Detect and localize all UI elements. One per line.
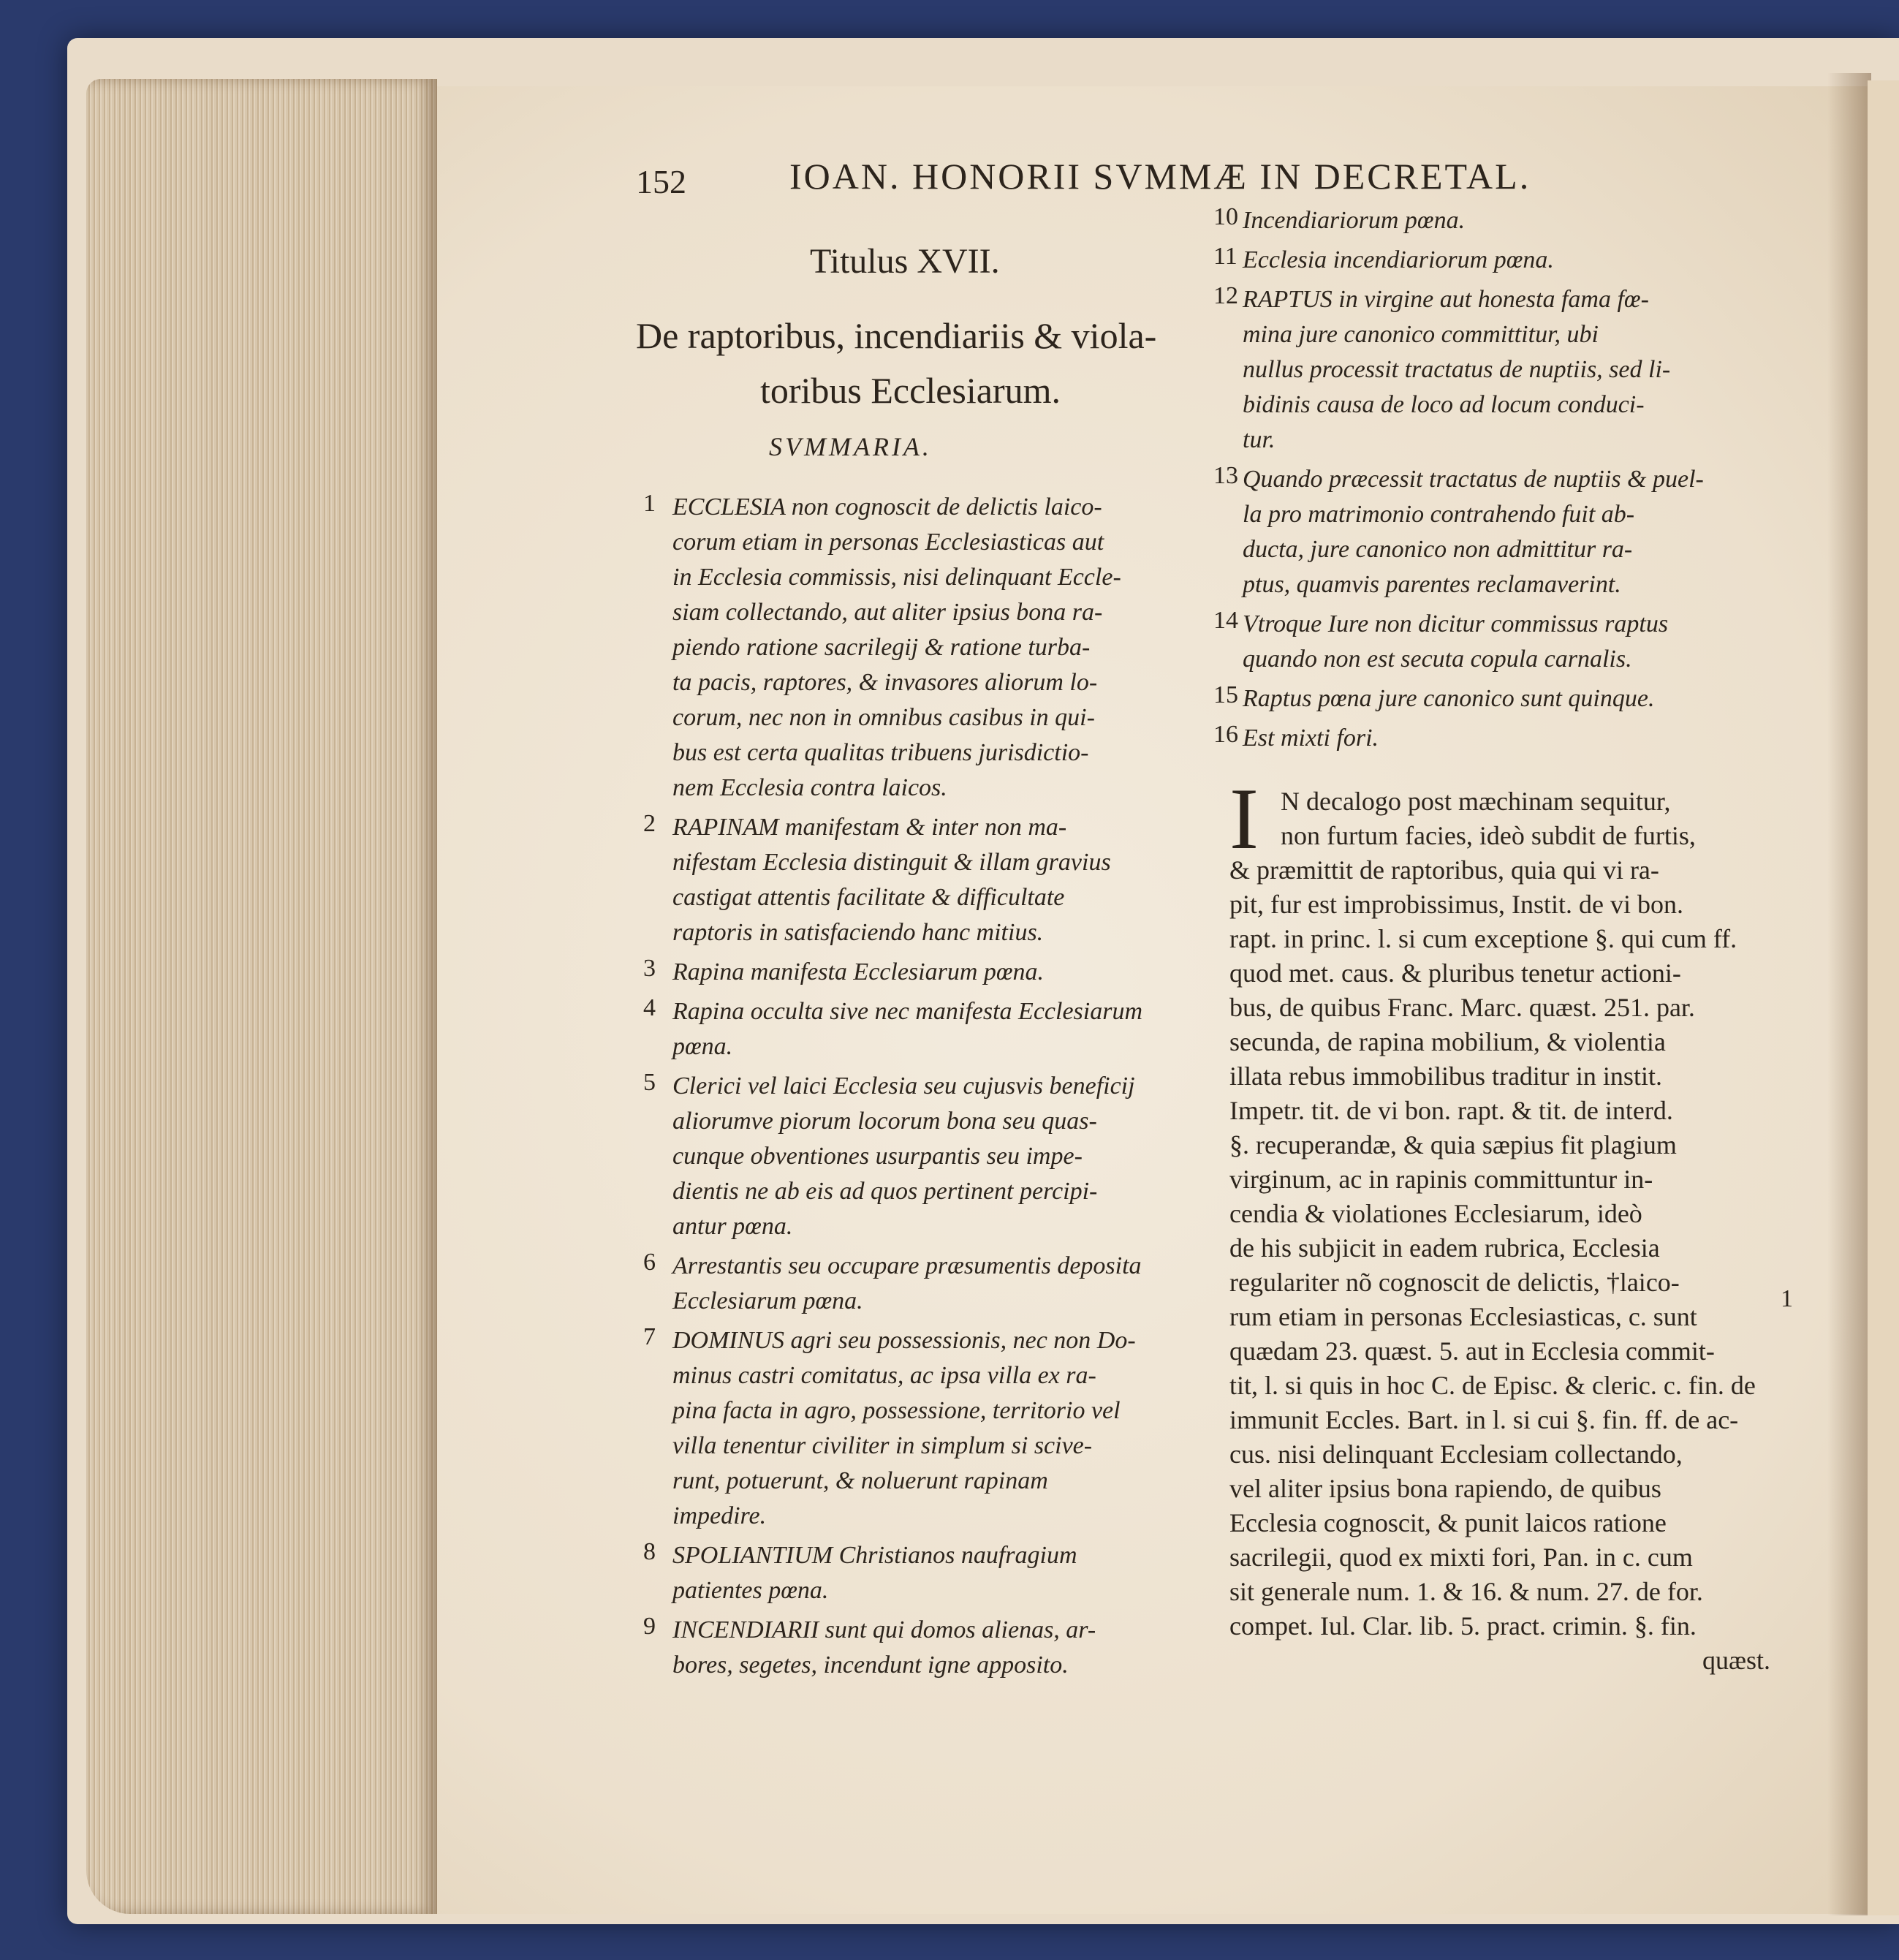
body-text — [1229, 770, 1770, 1678]
summaria-entry-number: 14 — [1213, 607, 1238, 634]
summaria-entry-line: Arrestantis seu occupare præsumentis deposita — [672, 1252, 1142, 1279]
summaria-entry-line: impedire. — [672, 1502, 767, 1529]
summaria-entry-number: 15 — [1213, 681, 1238, 708]
summaria-right-column — [1213, 203, 1769, 760]
summaria-entry-line: corum, nec non in omnibus casibus in qui- — [672, 704, 1095, 731]
body-line: pit, fur est improbissimus, Instit. de vi bon. — [1229, 890, 1683, 919]
body-line: rum etiam in personas Ecclesiasticas, c. sunt — [1229, 1302, 1697, 1331]
summaria-entry-line: piendo ratione sacrilegij & ratione turba- — [672, 634, 1091, 661]
summaria-entry — [643, 810, 1199, 950]
facing-page-edge — [1868, 80, 1899, 1915]
body-line: & præmittit de raptoribus, quia qui vi ra- — [1229, 855, 1659, 885]
summaria-entry-number: 7 — [643, 1323, 656, 1350]
summaria-entry-line: Vtroque Iure non dicitur commissus raptus — [1243, 610, 1669, 637]
body-line: immunit Eccles. Bart. in l. si cui §. fin. ff. de ac- — [1229, 1405, 1739, 1434]
summaria-entry-number: 4 — [643, 994, 656, 1021]
summaria-entry — [1213, 282, 1769, 458]
body-line: compet. Iul. Clar. lib. 5. pract. crimin. §. fin. — [1229, 1611, 1697, 1641]
body-line: rapt. in princ. l. si cum exceptione §. qui cum ff. — [1229, 924, 1737, 953]
summaria-entry-line: SPOLIANTIUM Christianos naufragium — [672, 1542, 1077, 1569]
summaria-entry-number: 1 — [643, 490, 656, 517]
summaria-entry-line: bus est certa qualitas tribuens jurisdictio- — [672, 739, 1089, 766]
summaria-entry-line: patientes pœna. — [672, 1577, 829, 1604]
summaria-entry-number: 5 — [643, 1069, 656, 1096]
summaria-entry-line: siam collectando, aut aliter ipsius bona ra- — [672, 599, 1103, 626]
body-line: N decalogo post mæchinam sequitur, — [1281, 787, 1671, 816]
body-line: cendia & violationes Ecclesiarum, ideò — [1229, 1199, 1642, 1228]
page-edges — [86, 79, 437, 1914]
summaria-entry-line: minus castri comitatus, ac ipsa villa ex ra- — [672, 1362, 1096, 1389]
summaria-entry-line: INCENDIARII sunt qui domos alienas, ar- — [672, 1616, 1096, 1643]
summaria-entry-line: cunque obventiones usurpantis seu impe- — [672, 1143, 1083, 1170]
summaria-entry-line: ducta, jure canonico non admittitur ra- — [1243, 536, 1633, 563]
summaria-entry-line: raptoris in satisfaciendo hanc mitius. — [672, 919, 1044, 946]
summaria-entry-number: 16 — [1213, 721, 1238, 748]
summaria-entry — [643, 1323, 1199, 1534]
summaria-entry-line: pina facta in agro, possessione, territorio vel — [672, 1397, 1121, 1424]
summaria-entry-line: DOMINUS agri seu possessionis, nec non Do- — [672, 1327, 1136, 1354]
summaria-left-column — [643, 490, 1199, 1687]
summaria-entry-number: 2 — [643, 810, 656, 837]
summaria-entry-line: RAPINAM manifestam & inter non ma- — [672, 814, 1067, 841]
summaria-entry-line: Quando præcessit tractatus de nuptiis & puel- — [1243, 466, 1704, 493]
summaria-entry — [1213, 607, 1769, 677]
summaria-entry-line: mina jure canonico committitur, ubi — [1243, 321, 1599, 348]
summaria-entry-line: Rapina occulta sive nec manifesta Ecclesiarum — [672, 998, 1142, 1025]
summaria-entry-line: ta pacis, raptores, & invasores aliorum lo- — [672, 669, 1098, 696]
summaria-entry-line: ptus, quamvis parentes reclamaverint. — [1243, 571, 1621, 598]
summaria-entry-number: 3 — [643, 955, 656, 982]
title-number: Titulus XVII. — [810, 242, 1000, 281]
summaria-entry-number: 12 — [1213, 282, 1238, 309]
body-line: de his subjicit in eadem rubrica, Ecclesia — [1229, 1233, 1660, 1263]
summaria-entry-line: antur pœna. — [672, 1213, 793, 1240]
summaria-entry-line: RAPTUS in virgine aut honesta fama fœ- — [1243, 286, 1649, 313]
summaria-entry-line: Incendiariorum pœna. — [1243, 207, 1466, 234]
summaria-entry-line: aliorumve piorum locorum bona seu quas- — [672, 1108, 1097, 1135]
summaria-entry — [643, 1538, 1199, 1608]
summaria-entry — [1213, 203, 1769, 238]
margin-number: 1 — [1781, 1285, 1793, 1312]
body-line: sit generale num. 1. & 16. & num. 27. de for. — [1229, 1577, 1703, 1606]
summaria-entry-line: nem Ecclesia contra laicos. — [672, 774, 947, 801]
body-line: vel aliter ipsius bona rapiendo, de quibus — [1229, 1474, 1661, 1503]
summaria-entry-line: quando non est secuta copula carnalis. — [1243, 646, 1632, 673]
title-line-2: toribus Ecclesiarum. — [760, 370, 1061, 411]
running-head: IOAN. HONORII SVMMÆ IN DECRETAL. — [789, 156, 1531, 197]
summaria-entry — [643, 955, 1199, 990]
body-line: §. recuperandæ, & quia sæpius fit plagium — [1229, 1130, 1677, 1159]
body-line: bus, de quibus Franc. Marc. quæst. 251. par. — [1229, 993, 1695, 1022]
body-line: secunda, de rapina mobilium, & violentia — [1229, 1027, 1666, 1056]
body-line: cus. nisi delinquant Ecclesiam collectando, — [1229, 1439, 1683, 1469]
summaria-entry-line: runt, potuerunt, & noluerunt rapinam — [672, 1467, 1048, 1494]
summaria-entry-line: Rapina manifesta Ecclesiarum pœna. — [672, 958, 1045, 985]
summaria-entry-line: villa tenentur civiliter in simplum si scive- — [672, 1432, 1093, 1459]
summaria-entry-line: la pro matrimonio contrahendo fuit ab- — [1243, 501, 1635, 528]
summaria-entry — [1213, 681, 1769, 716]
body-line: Ecclesia cognoscit, & punit laicos ratione — [1229, 1508, 1667, 1537]
drop-cap: I — [1229, 770, 1259, 867]
summaria-entry-line: Est mixti fori. — [1243, 724, 1379, 752]
summaria-heading: SVMMARIA. — [769, 432, 932, 461]
summaria-entry — [643, 1613, 1199, 1683]
summaria-entry-line: Raptus pœna jure canonico sunt quinque. — [1243, 685, 1655, 712]
summaria-entry-number: 8 — [643, 1538, 656, 1565]
body-line: virginum, ac in rapinis committuntur in- — [1229, 1165, 1653, 1194]
body-line: tit, l. si quis in hoc C. de Episc. & cleric. c. fin. de — [1229, 1371, 1756, 1400]
summaria-entry-number: 6 — [643, 1249, 656, 1276]
summaria-entry-number: 13 — [1213, 462, 1238, 489]
summaria-entry — [1213, 721, 1769, 756]
summaria-entry-line: bores, segetes, incendunt igne apposito. — [672, 1651, 1069, 1679]
summaria-entry — [643, 1069, 1199, 1244]
body-line: non furtum facies, ideò subdit de furtis, — [1281, 821, 1696, 850]
summaria-entry-number: 11 — [1213, 243, 1237, 270]
summaria-entry-line: tur. — [1243, 426, 1276, 453]
summaria-entry-line: Clerici vel laici Ecclesia seu cujusvis beneficij — [672, 1072, 1135, 1100]
summaria-entry-number: 10 — [1213, 203, 1238, 230]
summaria-entry — [643, 490, 1199, 806]
summaria-entry-line: Ecclesiarum pœna. — [672, 1287, 863, 1314]
body-line: sacrilegii, quod ex mixti fori, Pan. in c. cum — [1229, 1543, 1693, 1572]
summaria-entry-line: nifestam Ecclesia distinguit & illam gravius — [672, 849, 1111, 876]
summaria-entry-line: dientis ne ab eis ad quos pertinent percipi- — [672, 1178, 1098, 1205]
summaria-entry-line: ECCLESIA non cognoscit de delictis laico- — [672, 493, 1102, 521]
summaria-entry-line: bidinis causa de loco ad locum conduci- — [1243, 391, 1645, 418]
body-line: quod met. caus. & pluribus tenetur actioni- — [1229, 958, 1681, 988]
summaria-entry-line: nullus processit tractatus de nuptiis, sed li- — [1243, 356, 1671, 383]
body-line: illata rebus immobilibus traditur in instit. — [1229, 1062, 1662, 1091]
summaria-entry — [643, 1249, 1199, 1319]
summaria-entry — [1213, 462, 1769, 602]
summaria-entry-line: corum etiam in personas Ecclesiasticas aut — [672, 529, 1104, 556]
page-number: 152 — [636, 163, 686, 200]
body-line: Impetr. tit. de vi bon. rapt. & tit. de interd. — [1229, 1096, 1673, 1125]
summaria-entry — [643, 994, 1199, 1064]
summaria-entry-line: Ecclesia incendiariorum pœna. — [1243, 246, 1554, 273]
summaria-entry — [1213, 243, 1769, 278]
body-line: quæst. — [1702, 1646, 1770, 1675]
summaria-entry-line: castigat attentis facilitate & difficultate — [672, 884, 1065, 911]
summaria-entry-line: pœna. — [672, 1033, 733, 1060]
summaria-entry-line: in Ecclesia commissis, nisi delinquant Eccle- — [672, 564, 1121, 591]
summaria-entry-number: 9 — [643, 1613, 656, 1640]
gutter-shadow — [1827, 73, 1871, 1915]
body-line: regulariter nõ cognoscit de delictis, †laico- — [1229, 1268, 1680, 1297]
title-line-1: De raptoribus, incendiariis & viola- — [636, 315, 1157, 356]
body-line: quædam 23. quæst. 5. aut in Ecclesia commit- — [1229, 1336, 1715, 1366]
